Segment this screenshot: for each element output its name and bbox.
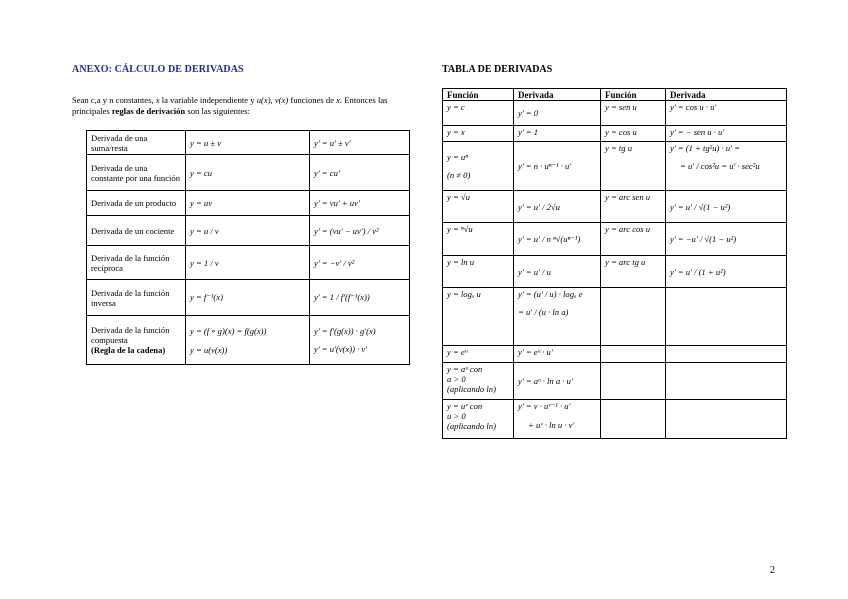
derivative-cell: y' = v · uᵛ⁻¹ · u' + uᵛ · ln u · v' [514, 400, 601, 439]
function-cell: y = cos u [601, 126, 666, 142]
table-row [443, 346, 787, 363]
function-cell: y = x [443, 126, 514, 142]
rule-description: Derivada de un cociente [87, 216, 186, 246]
rule-function: y = uv [186, 191, 310, 216]
derivative-cell: y' = u' / u [514, 256, 601, 288]
intro-paragraph: Sean c,a y n constantes, x la variable independiente y u(x), v(x) funciones de x. Entonces las principales reglas de derivación son las siguientes: [72, 95, 388, 116]
function-cell: y = aᵘ con a > 0 (aplicando ln) [443, 363, 514, 400]
derivative-cell [666, 400, 787, 439]
derivative-cell: y' = 1 [514, 126, 601, 142]
function-cell [601, 346, 666, 363]
rule-derivative: y' = u' ± v' [310, 131, 410, 155]
rule-function: y = u / v [186, 216, 310, 246]
rule-function: y = cu [186, 155, 310, 191]
derivatives-table [442, 88, 787, 439]
table-row [87, 131, 410, 155]
rule-description: Derivada de la función compuesta (Regla de la cadena) [87, 316, 186, 365]
derivative-cell: y' = −u' / √(1 − u²) [666, 223, 787, 256]
table-row [87, 216, 410, 246]
function-cell: y = √u [443, 191, 514, 223]
table-row [443, 288, 787, 346]
function-cell: y = uⁿ (n ≠ 0) [443, 142, 514, 191]
rule-function: y = (f ∘ g)(x) = f(g(x)) y = u(v(x)) [186, 316, 310, 365]
derivative-cell: y' = (u' / u) · logₐ e = u' / (u · ln a) [514, 288, 601, 346]
table-row [443, 400, 787, 439]
table-row [87, 155, 410, 191]
derivative-cell: y' = (1 + tg²u) · u' = = u' / cos²u = u' · sec²u [666, 142, 787, 191]
function-cell: y = arc tg u [601, 256, 666, 288]
header-derivative: Derivada [666, 89, 787, 101]
header-function: Función [443, 89, 514, 101]
rule-description: Derivada de una suma/resta [87, 131, 186, 155]
table-header-row [443, 89, 787, 101]
table-row [87, 191, 410, 216]
derivative-cell: y' = aᵘ · ln a · u' [514, 363, 601, 400]
rule-function: y = u ± v [186, 131, 310, 155]
rule-description: Derivada de un producto [87, 191, 186, 216]
function-cell [601, 400, 666, 439]
header-derivative: Derivada [514, 89, 601, 101]
derivation-rules-table [86, 130, 410, 365]
function-cell [601, 288, 666, 346]
derivative-cell [666, 288, 787, 346]
function-cell: y = ln u [443, 256, 514, 288]
derivative-cell: y' = u' / √(1 − u²) [666, 191, 787, 223]
function-cell: y = sen u [601, 101, 666, 126]
function-cell: y = arc cos u [601, 223, 666, 256]
function-cell [601, 363, 666, 400]
table-row [443, 363, 787, 400]
rule-derivative: y' = 1 / f'(f⁻¹(x)) [310, 280, 410, 316]
derivative-cell: y' = n · uⁿ⁻¹ · u' [514, 142, 601, 191]
rule-description: Derivada de una constante por una función [87, 155, 186, 191]
table-row [443, 126, 787, 142]
rule-derivative: y' = −v' / v² [310, 246, 410, 280]
derivative-cell: y' = − sen u · u' [666, 126, 787, 142]
table-row [87, 246, 410, 280]
page-number: 2 [770, 565, 775, 576]
derivative-cell [666, 346, 787, 363]
derivatives-table-heading: TABLA DE DERIVADAS [442, 64, 553, 75]
header-function: Función [601, 89, 666, 101]
function-cell: y = ⁿ√u [443, 223, 514, 256]
function-cell: y = uᵛ con u > 0 (aplicando ln) [443, 400, 514, 439]
rule-derivative: y' = f'(g(x)) · g'(x) y' = u'(v(x)) · v' [310, 316, 410, 365]
derivative-cell: y' = u' / n ⁿ√(uⁿ⁻¹) [514, 223, 601, 256]
function-cell: y = arc sen u [601, 191, 666, 223]
rule-function: y = f⁻¹(x) [186, 280, 310, 316]
function-cell: y = c [443, 101, 514, 126]
derivative-cell: y' = cos u · u' [666, 101, 787, 126]
rule-derivative: y' = vu' + uv' [310, 191, 410, 216]
derivative-cell: y' = 0 [514, 101, 601, 126]
table-row [443, 101, 787, 126]
table-row [87, 280, 410, 316]
rule-description: Derivada de la función inversa [87, 280, 186, 316]
table-row [87, 316, 410, 365]
derivative-cell: y' = u' / (1 + u²) [666, 256, 787, 288]
table-row [443, 256, 787, 288]
table-row [443, 142, 787, 191]
table-row [443, 191, 787, 223]
derivative-cell: y' = eᵘ · u' [514, 346, 601, 363]
derivative-cell: y' = u' / 2√u [514, 191, 601, 223]
annex-heading: ANEXO: CÁLCULO DE DERIVADAS [72, 64, 244, 75]
function-cell: y = eᵘ [443, 346, 514, 363]
rule-derivative: y' = cu' [310, 155, 410, 191]
table-row [443, 223, 787, 256]
rule-derivative: y' = (vu' − uv') / v² [310, 216, 410, 246]
rule-description: Derivada de la función recíproca [87, 246, 186, 280]
function-cell: y = tg u [601, 142, 666, 191]
derivative-cell [666, 363, 787, 400]
function-cell: y = logₐ u [443, 288, 514, 346]
rule-function: y = 1 / v [186, 246, 310, 280]
